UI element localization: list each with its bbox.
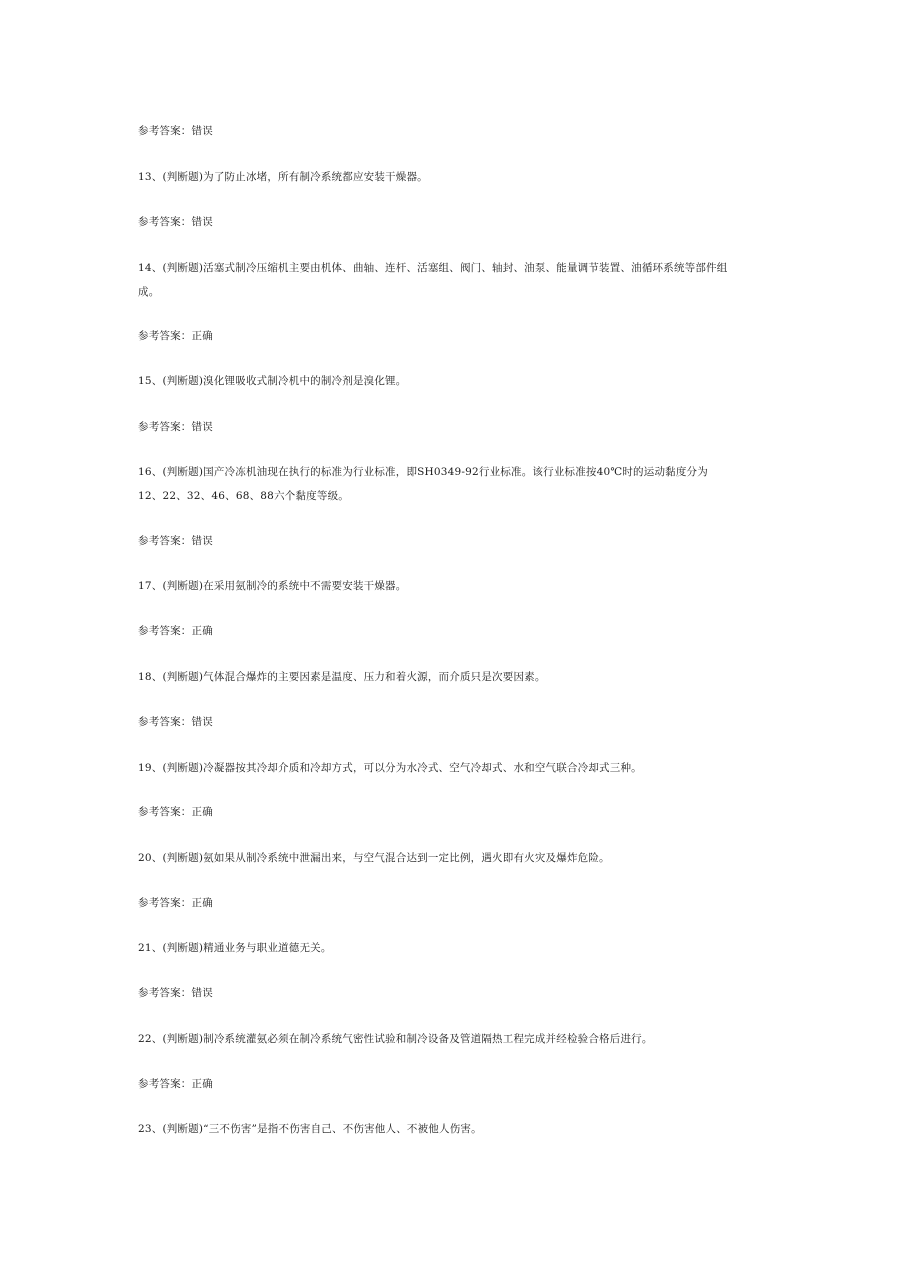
answer-line: 参考答案：错误 (138, 535, 213, 547)
answer-line: 参考答案：正确 (138, 897, 213, 909)
question-14-continued: 成。 (138, 286, 160, 298)
question-19: 19、(判断题)冷凝器按其冷却介质和冷却方式，可以分为水冷式、空气冷却式、水和空气联合冷却式三种。 (138, 762, 642, 774)
question-23: 23、(判断题)“三不伤害”是指不伤害自己、不伤害他人、不被他人伤害。 (138, 1123, 482, 1135)
question-17: 17、(判断题)在采用氨制冷的系统中不需要安装干燥器。 (138, 580, 407, 592)
answer-line: 参考答案：错误 (138, 716, 213, 728)
answer-line: 参考答案：错误 (138, 216, 213, 228)
question-18: 18、(判断题)气体混合爆炸的主要因素是温度、压力和着火源，而介质只是次要因素。 (138, 671, 546, 683)
answer-line: 参考答案：错误 (138, 125, 213, 137)
answer-line: 参考答案：正确 (138, 1078, 213, 1090)
answer-line: 参考答案：正确 (138, 806, 213, 818)
answer-line: 参考答案：错误 (138, 421, 213, 433)
question-21: 21、(判断题)精通业务与职业道德无关。 (138, 942, 332, 954)
answer-line: 参考答案：错误 (138, 987, 213, 999)
answer-line: 参考答案：正确 (138, 625, 213, 637)
answer-line: 参考答案：正确 (138, 330, 213, 342)
question-16: 16、(判断题)国产冷冻机油现在执行的标准为行业标准，即SH0349-92行业标准。该行业标准按40℃时的运动黏度分为 (138, 466, 708, 478)
question-15: 15、(判断题)溴化锂吸收式制冷机中的制冷剂是溴化锂。 (138, 375, 407, 387)
question-16-continued: 12、22、32、46、68、88六个黏度等级。 (138, 490, 349, 502)
question-22: 22、(判断题)制冷系统灌氨必须在制冷系统气密性试验和制冷设备及管道隔热工程完成并经检验合格后进行。 (138, 1033, 653, 1045)
question-13: 13、(判断题)为了防止冰堵，所有制冷系统都应安装干燥器。 (138, 171, 428, 183)
question-14: 14、(判断题)活塞式制冷压缩机主要由机体、曲轴、连杆、活塞组、阀门、轴封、油泵、能量调节装置、油循环系统等部件组 (138, 262, 728, 274)
question-20: 20、(判断题)氨如果从制冷系统中泄漏出来，与空气混合达到一定比例，遇火即有火灾及爆炸危险。 (138, 852, 610, 864)
